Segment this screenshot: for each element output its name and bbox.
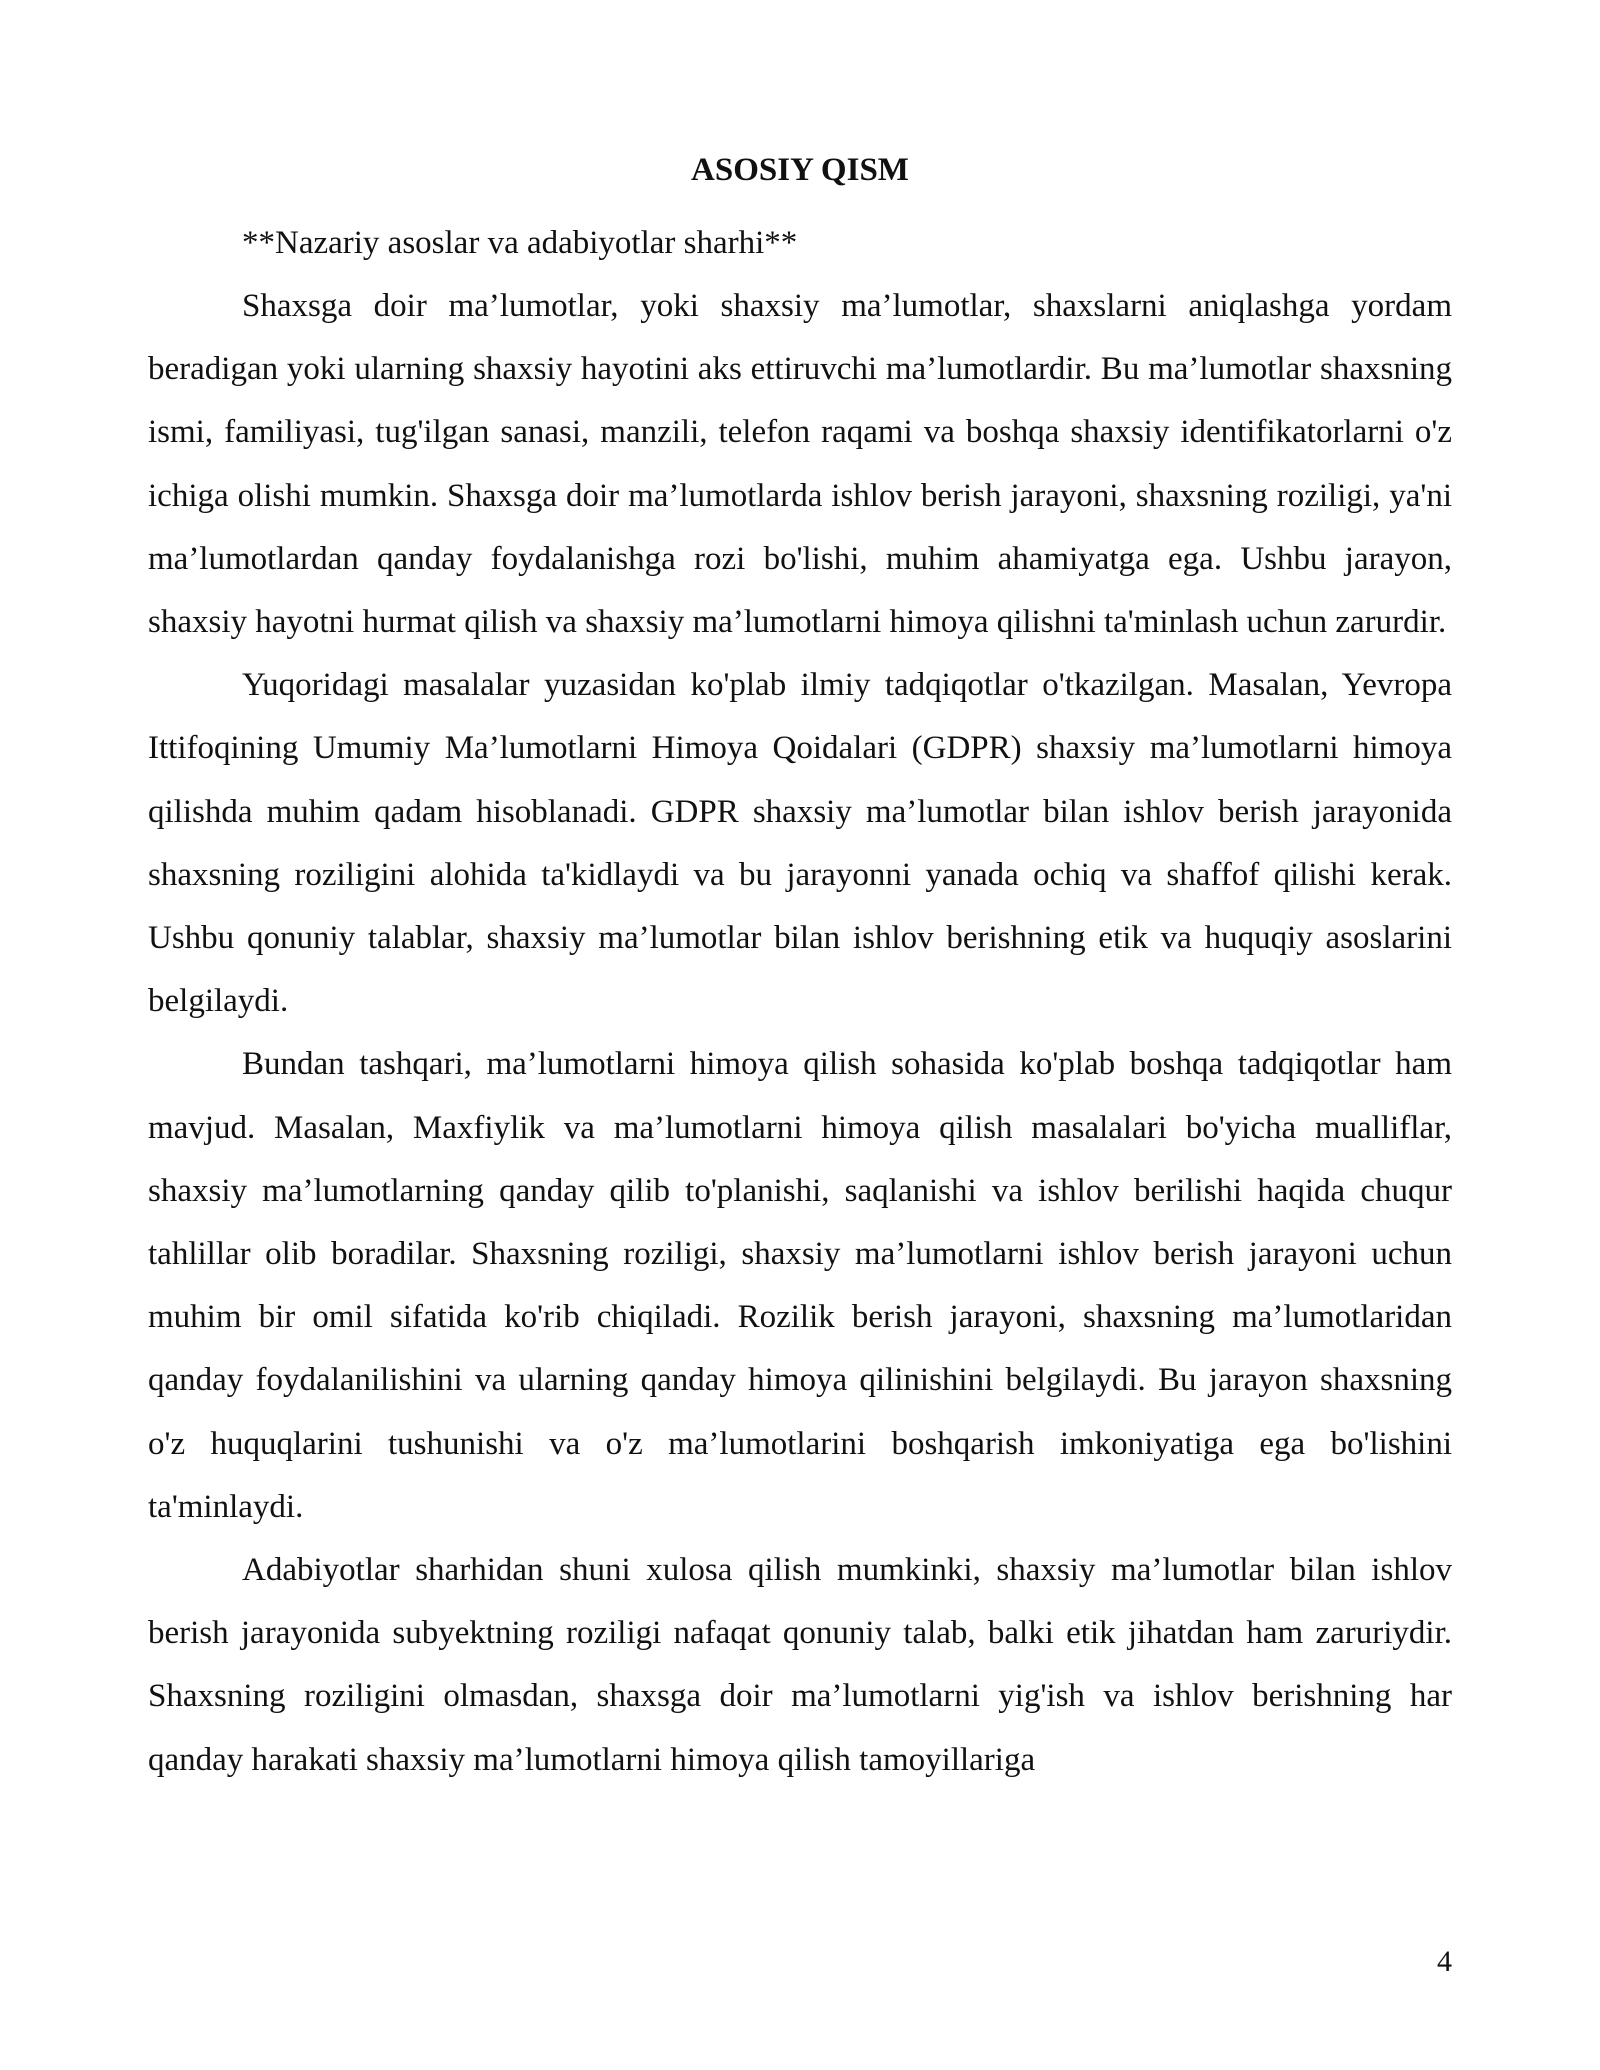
page-number: 4 [1437,1945,1452,1978]
body-paragraph: Yuqoridagi masalalar yuzasidan ko'plab ilmiy tadqiqotlar o'tkazilgan. Masalan, Yevropa Ittifoqining Umumiy Ma’lumotlarni Himoya Qoidalari (GDPR) shaxsiy ma’lumotlarni himoya qilishda muhim qadam hisoblanadi. GDPR shaxsiy ma’lumotlar bilan ishlov berish jarayonida shaxsning roziligini alohida ta'kidlaydi va bu jarayonni yanada ochiq va shaffof qilishi kerak. Ushbu qonuniy talablar, shaxsiy ma’lumotlar bilan ishlov berishning etik va huquqiy asoslarini belgilaydi. [148,667,1452,1020]
section-title: ASOSIY QISM [691,152,909,188]
subsection-title: **Nazariy asoslar va adabiyotlar sharhi** [242,225,798,261]
body-paragraph: Adabiyotlar sharhidan shuni xulosa qilish mumkinki, shaxsiy ma’lumotlar bilan ishlov berish jarayonida subyektning roziligi nafaqat qonuniy talab, balki etik jihatdan ham zaruriydir. Shaxsning roziligini olmasdan, shaxsga doir ma’lumotlarni yig'ish va ishlov berishning har qanday harakati shaxsiy ma’lumotlarni himoya qilish tamoyillariga [148,1552,1452,1778]
body-paragraph: Bundan tashqari, ma’lumotlarni himoya qilish sohasida ko'plab boshqa tadqiqotlar ham mavjud. Masalan, Maxfiylik va ma’lumotlarni himoya qilish masalalari bo'yicha mualliflar, shaxsiy ma’lumotlarning qanday qilib to'planishi, saqlanishi va ishlov berilishi haqida chuqur tahlillar olib boradilar. Shaxsning roziligi, shaxsiy ma’lumotlarni ishlov berish jarayoni uchun muhim bir omil sifatida ko'rib chiqiladi. Rozilik berish jarayoni, shaxsning ma’lumotlaridan qanday foydalanilishini va ularning qanday himoya qilinishini belgilaydi. Bu jarayon shaxsning o'z huquqlarini tushunishi va o'z ma’lumotlarini boshqarish imkoniyatiga ega bo'lishini ta'minlaydi. [148,1046,1452,1525]
body-paragraph: Shaxsga doir ma’lumotlar, yoki shaxsiy ma’lumotlar, shaxslarni aniqlashga yordam beradigan yoki ularning shaxsiy hayotini aks ettiruvchi ma’lumotlardir. Bu ma’lumotlar shaxsning ismi, familiyasi, tug'ilgan sanasi, manzili, telefon raqami va boshqa shaxsiy identifikatorlarni o'z ichiga olishi mumkin. Shaxsga doir ma’lumotlarda ishlov berish jarayoni, shaxsning roziligi, ya'ni ma’lumotlardan qanday foydalanishga rozi bo'lishi, muhim ahamiyatga ega. Ushbu jarayon, shaxsiy hayotni hurmat qilish va shaxsiy ma’lumotlarni himoya qilishni ta'minlash uchun zarurdir. [148,288,1452,641]
document-page [148,150,1452,1792]
